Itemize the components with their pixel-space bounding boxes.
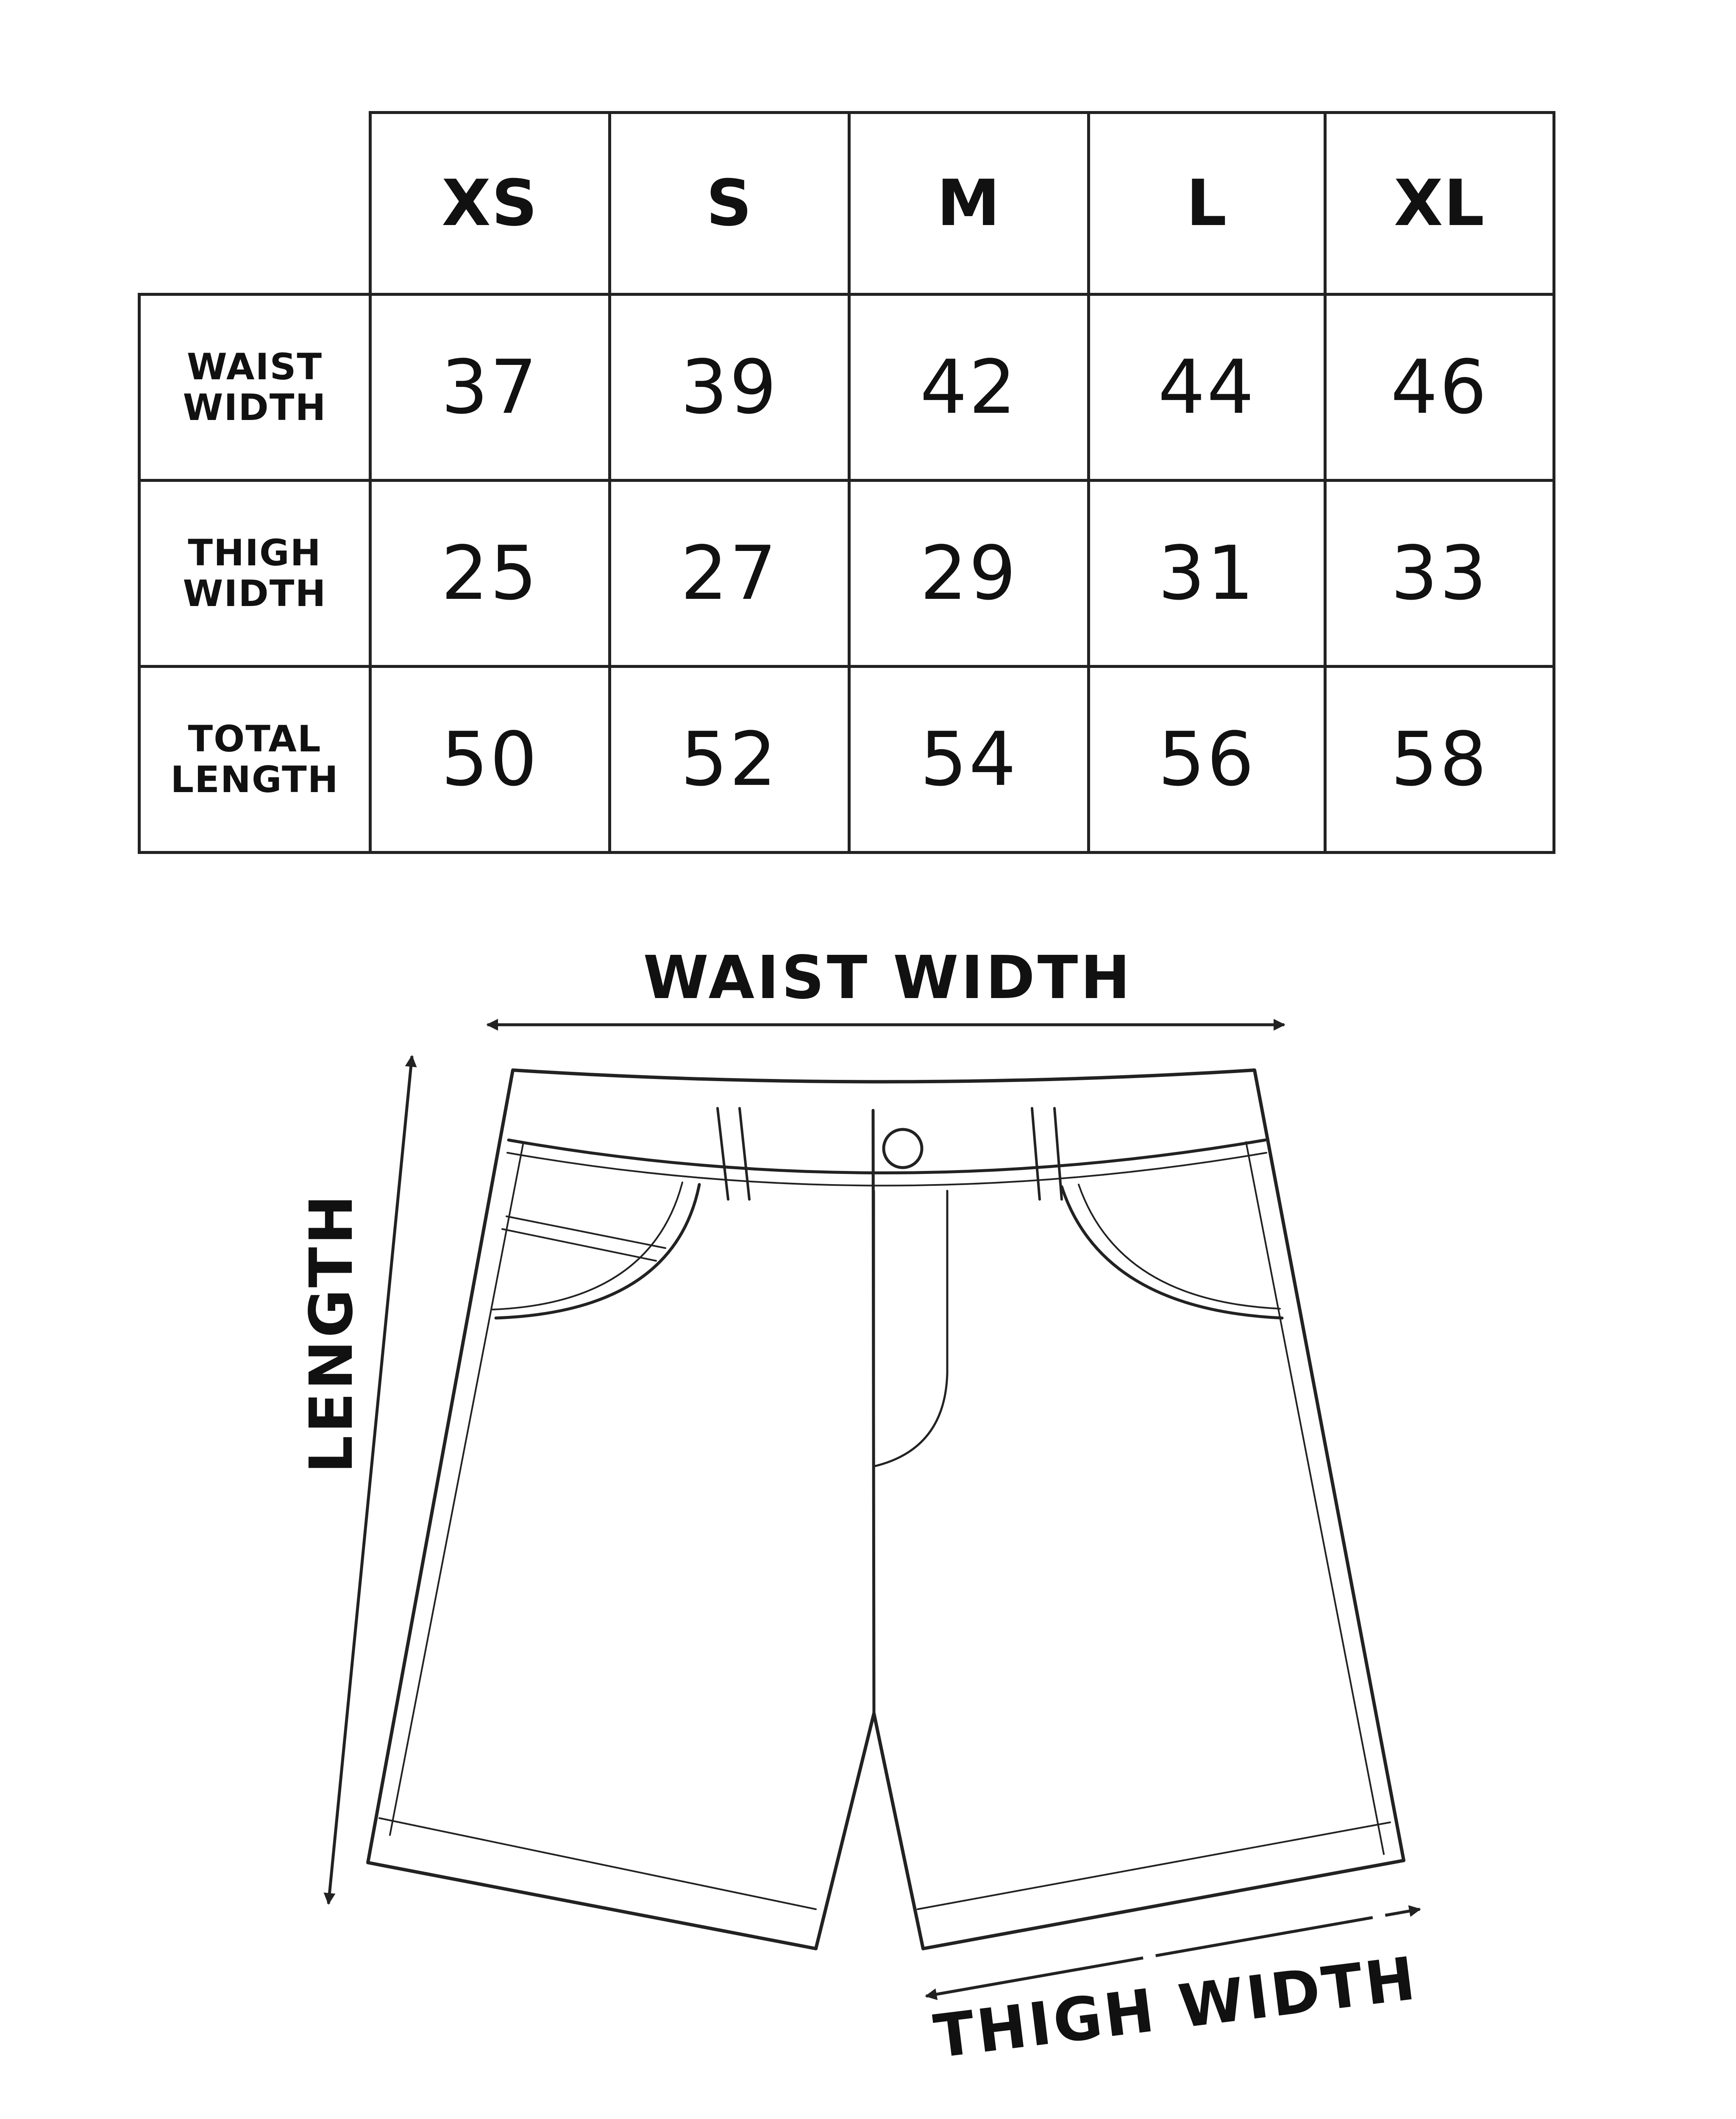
thigh-width-label: THIGH WIDTH	[930, 1944, 1422, 2072]
shorts-illustration	[0, 865, 1736, 2119]
row-label-total-length	[138, 665, 372, 854]
row-label-thigh-width	[138, 479, 372, 668]
table-cell: 42	[848, 293, 1090, 482]
size-header-xs: XS	[369, 111, 611, 296]
table-cell: 27	[608, 479, 851, 668]
row-label-waist-width	[138, 293, 372, 482]
table-cell: 29	[848, 479, 1090, 668]
hem-right	[918, 1822, 1390, 1909]
size-chart-table	[0, 0, 1736, 865]
table-cell: 37	[369, 293, 611, 482]
row-label-line1: THIGH	[188, 532, 322, 574]
size-header-s: S	[608, 111, 851, 296]
table-cell: 58	[1324, 665, 1555, 854]
side-seam-right	[1246, 1142, 1384, 1854]
coin-pocket	[502, 1216, 665, 1261]
row-label-line2: LENGTH	[170, 759, 339, 801]
row-label-line1: TOTAL	[188, 718, 322, 760]
length-label: LENGTH	[297, 1192, 366, 1474]
row-label-line1: WAIST	[186, 346, 323, 388]
belt-loop-right	[1032, 1108, 1062, 1199]
size-header-m: M	[848, 111, 1090, 296]
table-cell: 56	[1087, 665, 1327, 854]
belt-loop-left	[718, 1108, 749, 1199]
table-cell: 46	[1324, 293, 1555, 482]
length-arrow	[328, 1056, 412, 1904]
pocket-left	[496, 1185, 699, 1318]
shorts-outline	[368, 1070, 1404, 1949]
table-cell: 54	[848, 665, 1090, 854]
row-label-line2: WIDTH	[183, 387, 327, 429]
side-seam-left	[390, 1142, 523, 1835]
table-cell: 52	[608, 665, 851, 854]
size-header-xl: XL	[1324, 111, 1555, 296]
pocket-right-stitch	[1079, 1185, 1280, 1309]
pocket-right	[1062, 1187, 1282, 1318]
table-cell: 25	[369, 479, 611, 668]
waist-width-label: WAIST WIDTH	[643, 943, 1133, 1012]
table-cell: 44	[1087, 293, 1327, 482]
shorts-measurement-diagram	[0, 865, 1736, 2119]
button-icon	[884, 1129, 922, 1168]
hem-left	[379, 1818, 816, 1909]
table-cell: 31	[1087, 479, 1327, 668]
table-cell: 33	[1324, 479, 1555, 668]
size-header-l: L	[1087, 111, 1327, 296]
row-label-line2: WIDTH	[183, 573, 327, 615]
fly-stitch	[874, 1191, 947, 1466]
table-cell: 39	[608, 293, 851, 482]
table-cell: 50	[369, 665, 611, 854]
